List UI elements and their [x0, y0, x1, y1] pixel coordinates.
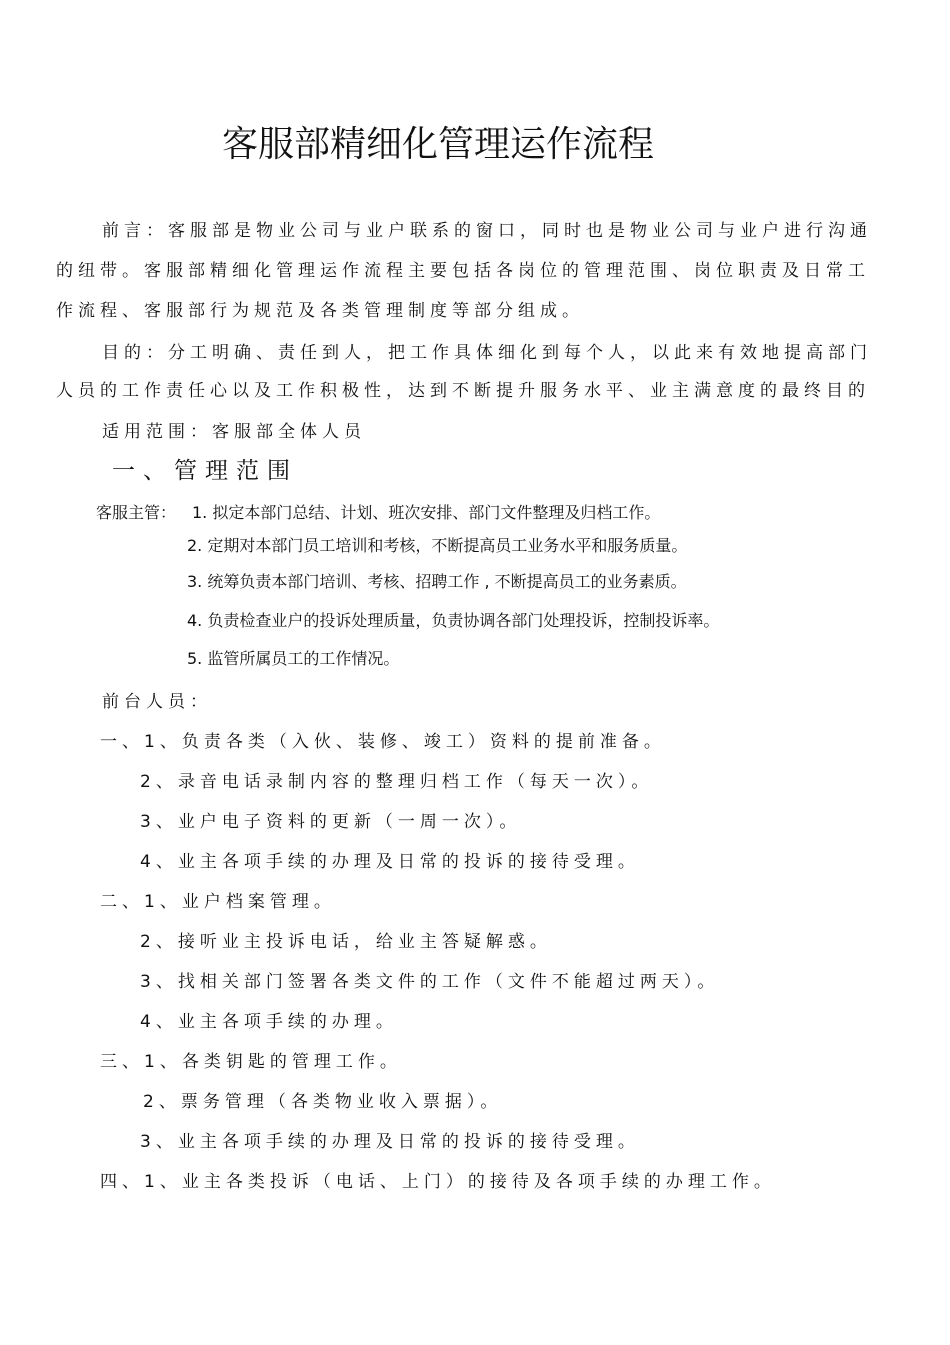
scope-line: 适用范围：客服部全体人员: [102, 422, 366, 442]
purpose-line-2: 人员的工作责任心以及工作积极性，达到不断提升服务水平、业主满意度的最终目的: [56, 381, 870, 401]
supervisor-item-5: 5. 监管所属员工的工作情况。: [187, 649, 400, 668]
front-desk-line-1: 一、1、负责各类（入伙、装修、竣工）资料的提前准备。: [100, 732, 666, 752]
purpose-line-1: 目的：分工明确、责任到人，把工作具体细化到每个人，以此来有效地提高部门: [102, 343, 872, 363]
front-desk-line-3: 3、业户电子资料的更新（一周一次）。: [140, 812, 522, 832]
front-desk-line-10: 2、票务管理（各类物业收入票据）。: [143, 1092, 503, 1112]
front-desk-line-11: 3、业主各项手续的办理及日常的投诉的接待受理。: [140, 1132, 640, 1152]
supervisor-item-2: 2. 定期对本部门员工培训和考核，不断提高员工业务水平和服务质量。: [187, 536, 688, 555]
preface-line-3: 作流程、客服部行为规范及各类管理制度等部分组成。: [56, 301, 584, 321]
front-desk-line-4: 4、业主各项手续的办理及日常的投诉的接待受理。: [140, 852, 640, 872]
front-desk-line-6: 2、接听业主投诉电话，给业主答疑解惑。: [140, 932, 552, 952]
supervisor-item-1: 1. 拟定本部门总结、计划、班次安排、部门文件整理及归档工作。: [192, 503, 661, 522]
front-desk-line-2: 2、录音电话录制内容的整理归档工作（每天一次）。: [140, 772, 654, 792]
front-desk-line-5: 二、1、业户档案管理。: [100, 892, 336, 912]
section-heading-management-scope: 一、管理范围: [112, 458, 298, 484]
supervisor-label: 客服主管：: [96, 503, 177, 522]
supervisor-item-3: 3. 统筹负责本部门培训、考核、招聘工作 , 不断提高员工的业务素质。: [187, 572, 687, 591]
preface-line-1: 前言：客服部是物业公司与业户联系的窗口，同时也是物业公司与业户进行沟通: [102, 221, 872, 241]
front-desk-label: 前台人员：: [102, 692, 212, 712]
front-desk-line-7: 3、找相关部门签署各类文件的工作（文件不能超过两天）。: [140, 972, 720, 992]
front-desk-line-9: 三、1、各类钥匙的管理工作。: [100, 1052, 402, 1072]
supervisor-item-4: 4. 负责检查业户的投诉处理质量，负责协调各部门处理投诉，控制投诉率。: [187, 611, 720, 630]
preface-line-2: 的纽带。客服部精细化管理运作流程主要包括各岗位的管理范围、岗位职责及日常工: [56, 261, 870, 281]
front-desk-line-8: 4、业主各项手续的办理。: [140, 1012, 398, 1032]
front-desk-line-12: 四、1、业主各类投诉（电话、上门）的接待及各项手续的办理工作。: [100, 1172, 776, 1192]
page-title: 客服部精细化管理运作流程: [222, 124, 655, 165]
